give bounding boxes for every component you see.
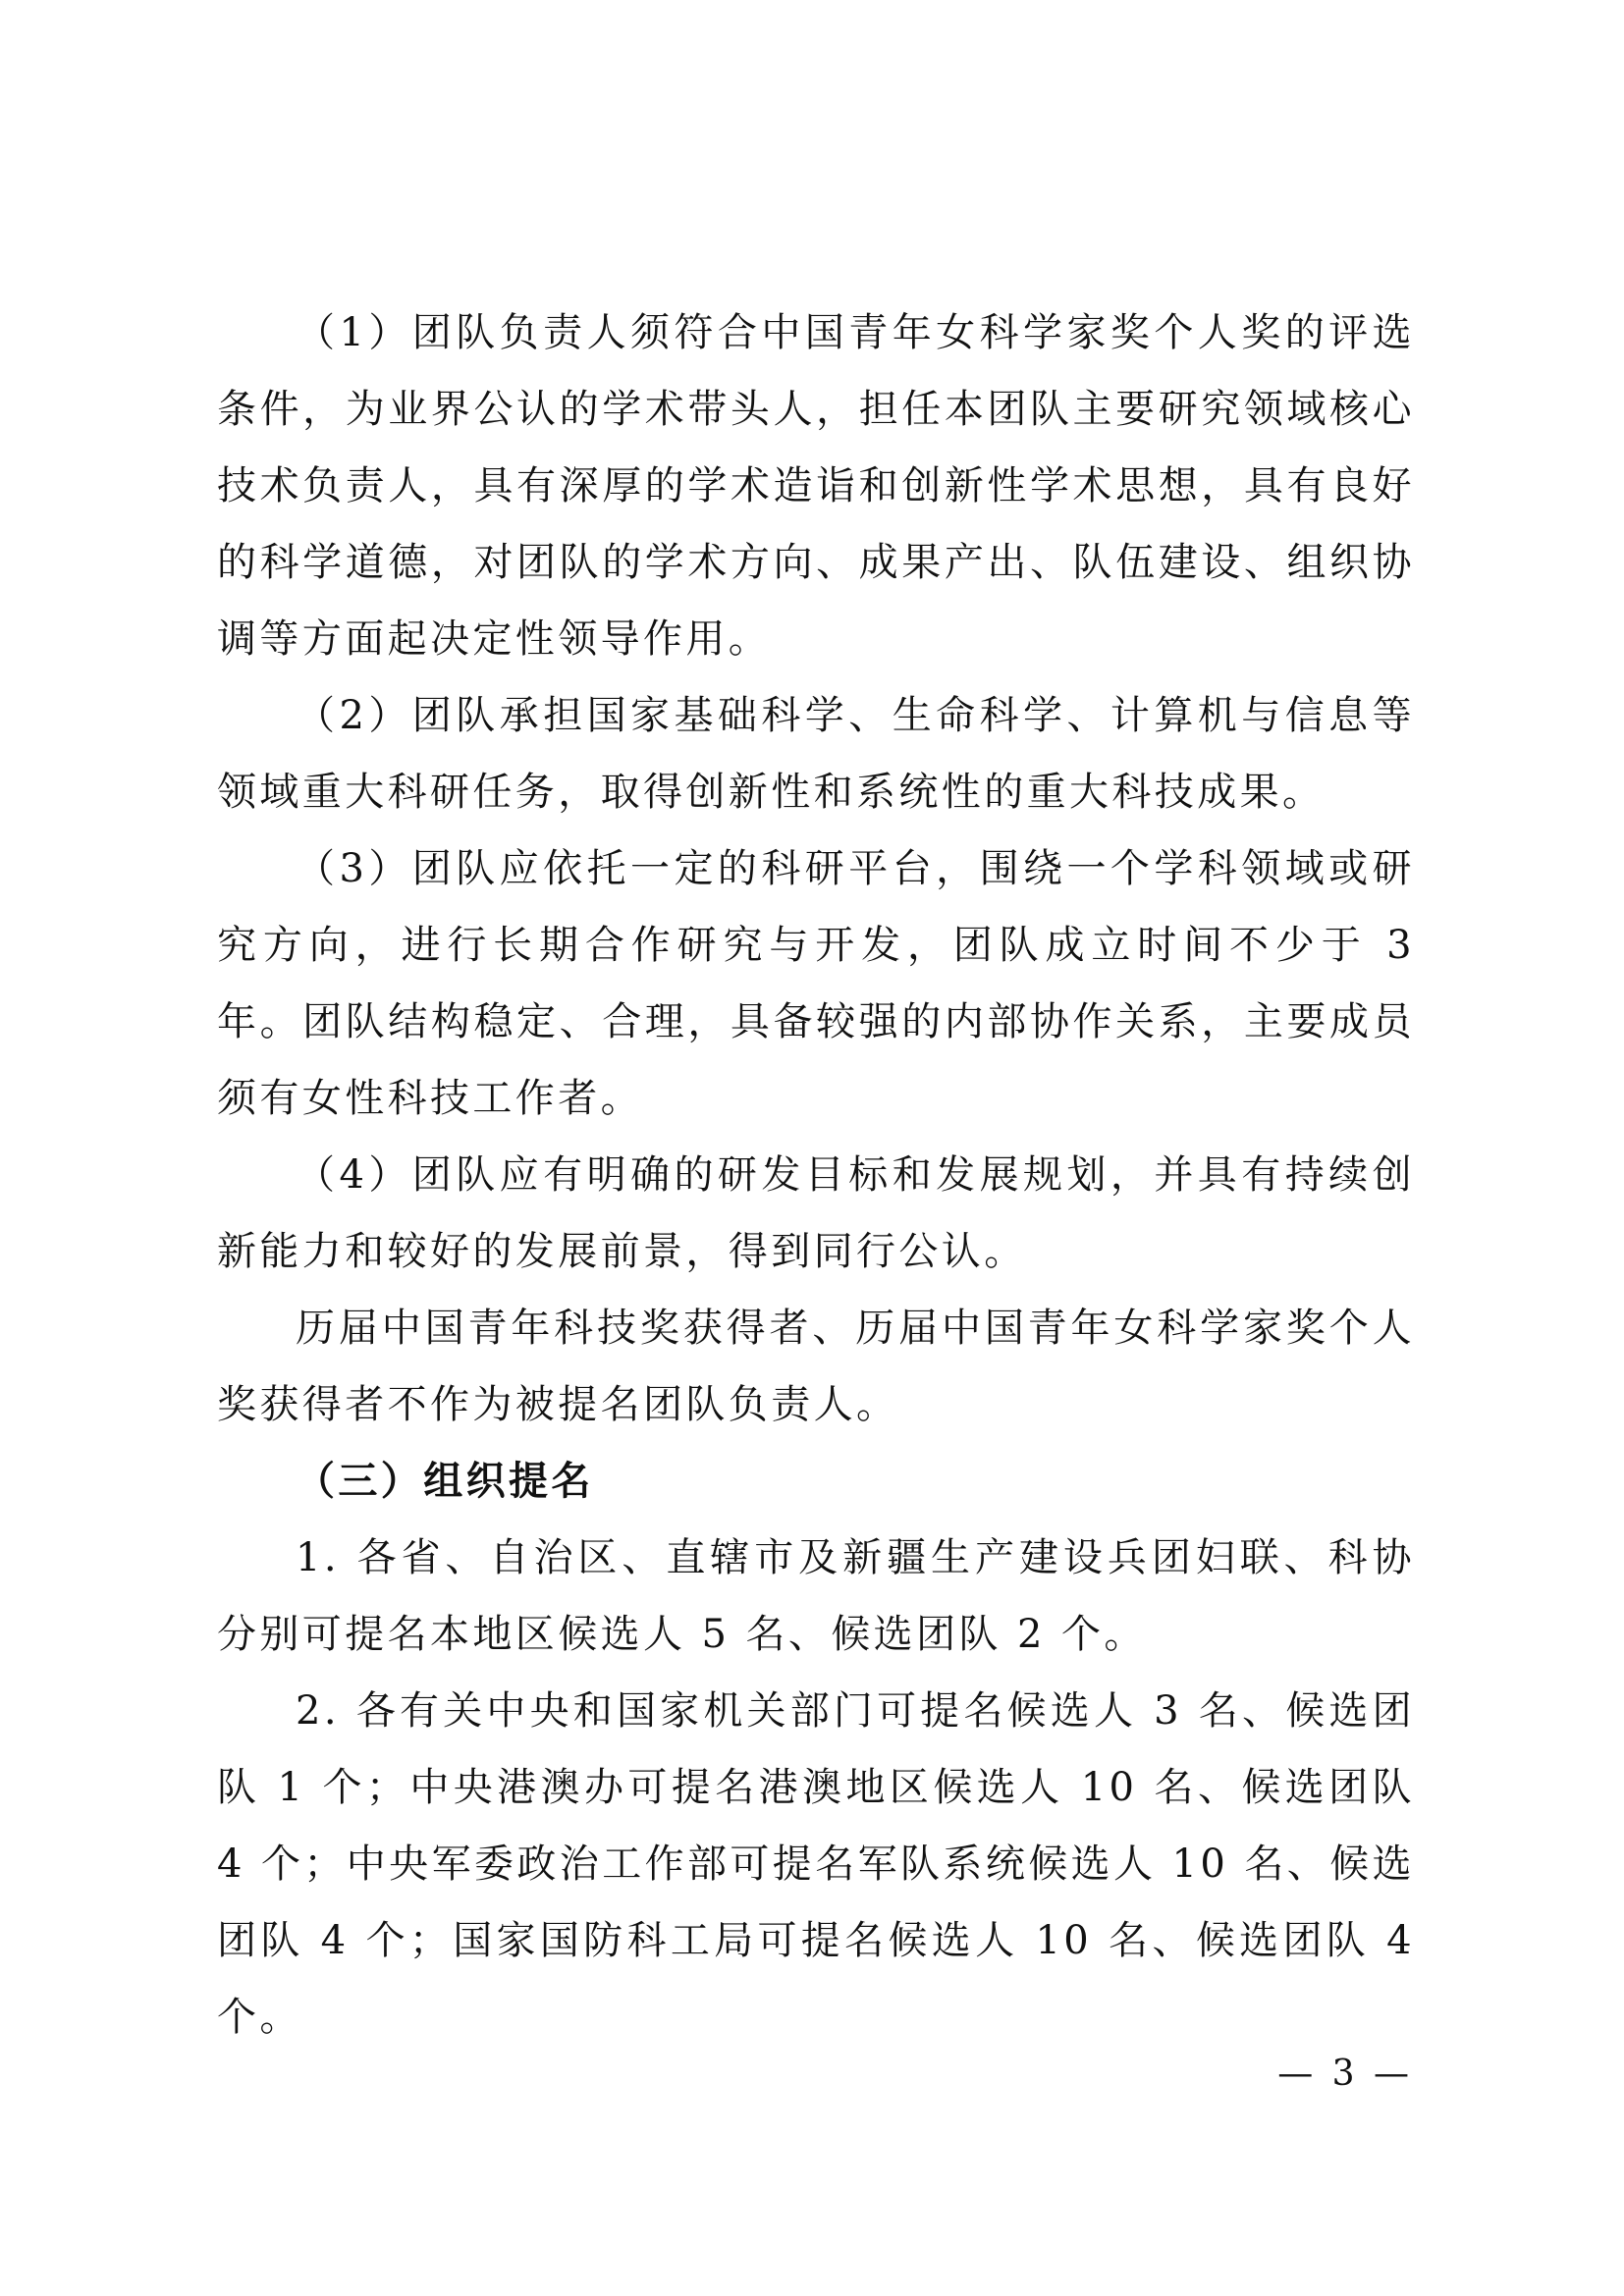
paragraph-research-platform: （3）团队应依托一定的科研平台，围绕一个学科领域或研究方向，进行长期合作研究与开发，团队成立时间不少于 3 年。团队结构稳定、合理，具备较强的内部协作关系，主要成员须有女性科技工作者。 (217, 846, 1415, 1121)
document-body (217, 294, 1415, 2056)
paragraph-leader-requirements: （1）团队负责人须符合中国青年女科学家奖个人奖的评选条件，为业界公认的学术带头人，担任本团队主要研究领域核心技术负责人，具有深厚的学术造诣和创新性学术思想，具有良好的科学道德，对团队的学术方向、成果产出、队伍建设、组织协调等方面起决定性领导作用。 (217, 310, 1415, 662)
paragraph-central-quota: 2. 各有关中央和国家机关部门可提名候选人 3 名、候选团队 1 个；中央港澳办可提名港澳地区候选人 10 名、候选团队 4 个；中央军委政治工作部可提名军队系统候选人 10 名、候选团队 4 个；国家国防科工局可提名候选人 10 名、候选团队 4 个。 (217, 1688, 1415, 2040)
paragraph-research-tasks: （2）团队承担国家基础科学、生命科学、计算机与信息等领域重大科研任务，取得创新性和系统性的重大科技成果。 (217, 693, 1415, 815)
paragraph-provincial-quota: 1. 各省、自治区、直辖市及新疆生产建设兵团妇联、科协分别可提名本地区候选人 5 名、候选团队 2 个。 (217, 1535, 1415, 1657)
page-number: — 3 — (1277, 2054, 1413, 2094)
paragraph-development-goals: （4）团队应有明确的研发目标和发展规划，并具有持续创新能力和较好的发展前景，得到同行公认。 (217, 1152, 1415, 1274)
paragraph-exclusion-rule: 历届中国青年科技奖获得者、历届中国青年女科学家奖个人奖获得者不作为被提名团队负责人。 (217, 1306, 1415, 1427)
section-heading-nomination: （三）组织提名 (296, 1458, 594, 1504)
